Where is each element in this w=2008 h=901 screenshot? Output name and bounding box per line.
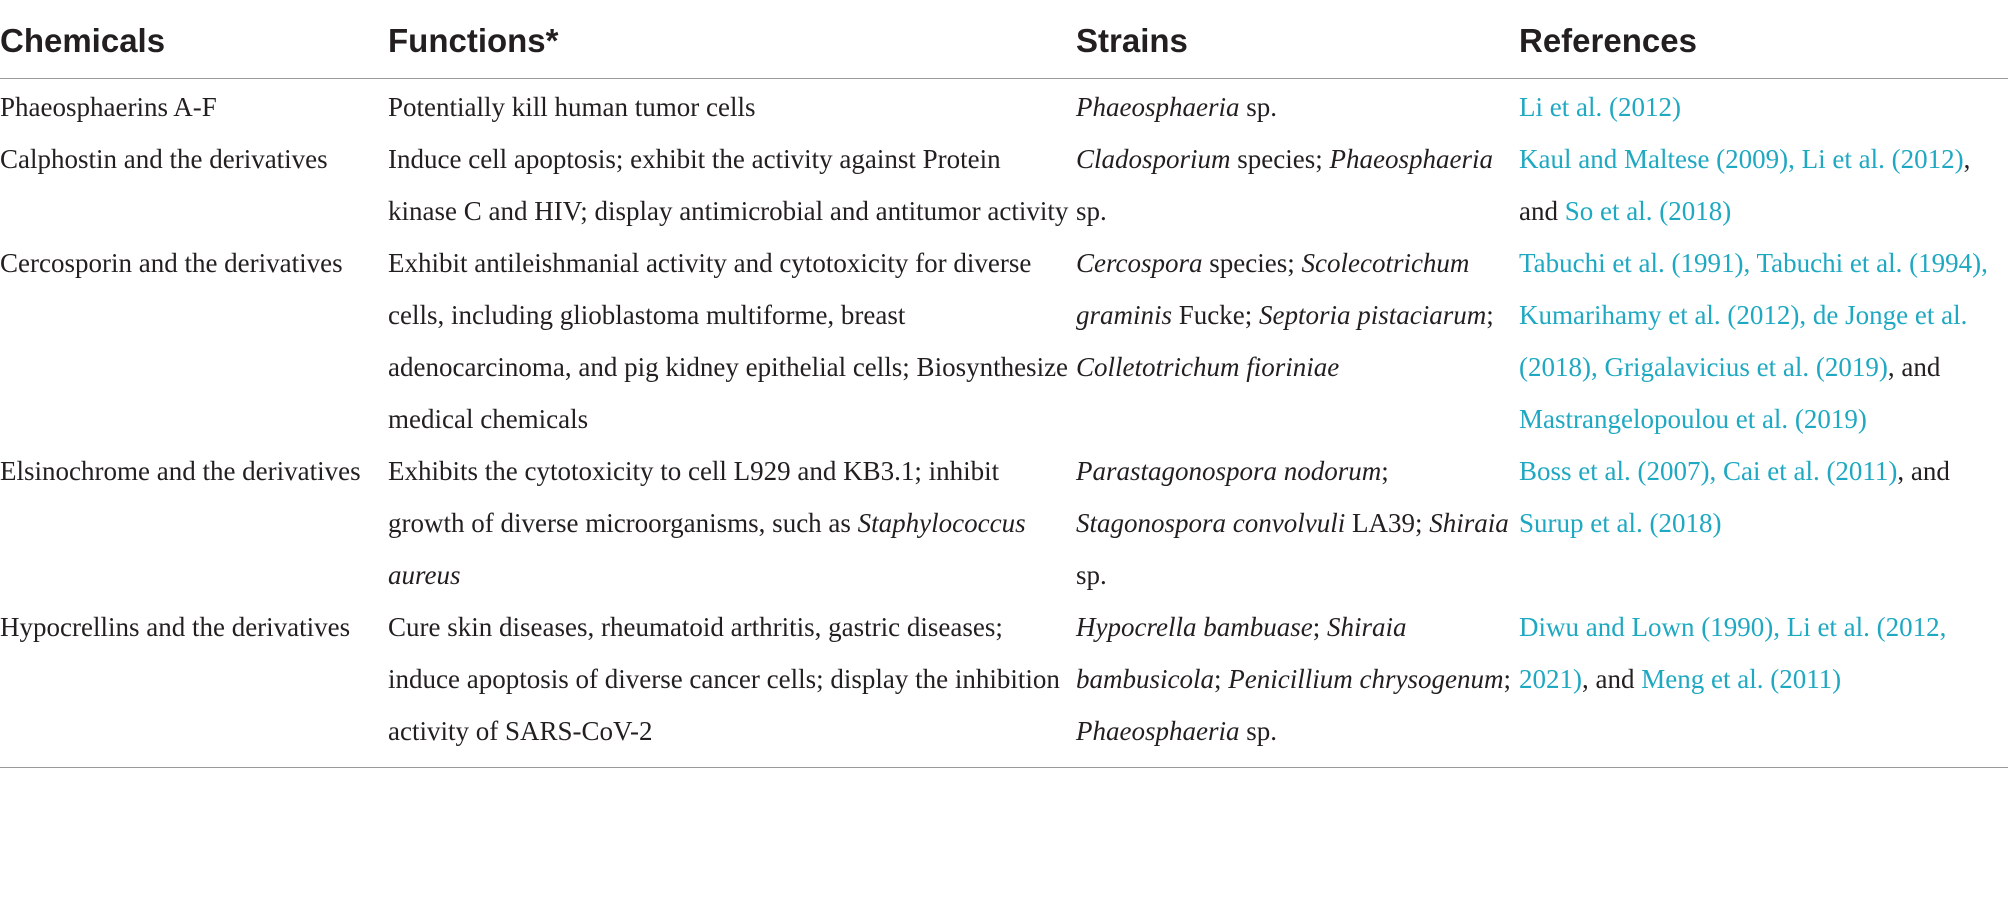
function-cell bbox=[388, 445, 1075, 601]
citation-link[interactable]: Li et al. (2012) bbox=[1519, 92, 1681, 122]
strain-italic: Shiraia bbox=[1429, 508, 1509, 538]
header-row bbox=[0, 0, 2008, 79]
function-cell: Potentially kill human tumor cells bbox=[388, 92, 756, 122]
header-references: References bbox=[1519, 0, 2008, 79]
chemical-cell: Hypocrellins and the derivatives bbox=[0, 601, 388, 768]
header-functions: Functions* bbox=[388, 0, 1075, 79]
citation-link[interactable]: Kaul and Maltese (2009), Li et al. (2012) bbox=[1519, 144, 1964, 174]
strain-italic: Phaeosphaeria bbox=[1076, 92, 1240, 122]
table-row bbox=[0, 601, 2008, 768]
strain-italic: Shiraia bambusicola bbox=[1076, 612, 1407, 694]
function-text: Exhibits the cytotoxicity to cell L929 and KB3.1; inhibit growth of diverse microorganisms, such as bbox=[388, 456, 1000, 538]
strain-italic: Cladosporium bbox=[1076, 144, 1231, 174]
reference-text: , and bbox=[1582, 664, 1642, 694]
function-cell: Induce cell apoptosis; exhibit the activity against Protein kinase C and HIV; display antimicrobial and antitumor activity bbox=[388, 144, 1069, 226]
header-chemicals: Chemicals bbox=[0, 0, 388, 79]
strain-italic: Colletotrichum fioriniae bbox=[1076, 352, 1340, 382]
chemical-cell: Calphostin and the derivatives bbox=[0, 144, 328, 174]
strain-text: sp. bbox=[1239, 716, 1277, 746]
function-cell: Exhibit antileishmanial activity and cytotoxicity for diverse cells, including glioblastoma multiforme, breast adenocarcinoma, and pig kidney epithelial cells; Biosynthesize medical chemicals bbox=[388, 248, 1069, 434]
strain-italic: Phaeosphaeria bbox=[1329, 144, 1493, 174]
strain-text: ; bbox=[1486, 300, 1494, 330]
strain-italic: Cercospora bbox=[1076, 248, 1203, 278]
strain-italic: Penicillium chrysogenum bbox=[1228, 664, 1504, 694]
citation-link[interactable]: Mastrangelopoulou et al. (2019) bbox=[1519, 404, 1867, 434]
strain-italic: Septoria pistaciarum bbox=[1259, 300, 1487, 330]
reference-text: , and bbox=[1887, 352, 1941, 382]
strain-text: sp. bbox=[1076, 196, 1107, 226]
references-cell bbox=[1519, 79, 2008, 134]
strain-text: ; bbox=[1381, 456, 1389, 486]
strain-text: Fucke; bbox=[1172, 300, 1260, 330]
strains-cell bbox=[1075, 445, 1519, 601]
table-row bbox=[0, 133, 2008, 237]
chemical-cell: Phaeosphaerins A-F bbox=[0, 92, 217, 122]
strain-text: ; bbox=[1312, 612, 1327, 642]
strains-cell bbox=[1075, 133, 1519, 237]
strains-cell bbox=[1075, 79, 1519, 134]
citation-link[interactable]: Boss et al. (2007), Cai et al. (2011) bbox=[1519, 456, 1898, 486]
strain-text: sp. bbox=[1076, 560, 1107, 590]
citation-link[interactable]: Surup et al. (2018) bbox=[1519, 508, 1722, 538]
chemical-cell: Elsinochrome and the derivatives bbox=[0, 456, 361, 486]
strain-italic: Stagonospora convolvuli bbox=[1076, 508, 1346, 538]
table-row bbox=[0, 237, 2008, 445]
strain-text: ; bbox=[1214, 664, 1229, 694]
strain-text: LA39; bbox=[1345, 508, 1430, 538]
function-italic: Staphylococcus aureus bbox=[388, 508, 1026, 590]
strain-text: species; bbox=[1202, 248, 1302, 278]
table-row bbox=[0, 79, 2008, 134]
function-cell: Cure skin diseases, rheumatoid arthritis, gastric diseases; induce apoptosis of diverse cancer cells; display the inhibition activity of SARS-CoV-2 bbox=[388, 601, 1075, 768]
citation-link[interactable]: So et al. (2018) bbox=[1564, 196, 1732, 226]
reference-text: , and bbox=[1897, 456, 1950, 486]
citation-link[interactable]: Diwu and Lown (1990), Li et al. (2012, 2021) bbox=[1519, 612, 1947, 694]
references-cell bbox=[1519, 237, 2008, 445]
strain-text: ; bbox=[1503, 664, 1511, 694]
table-header bbox=[0, 0, 2008, 79]
strain-text: sp. bbox=[1239, 92, 1277, 122]
references-cell bbox=[1519, 445, 2008, 601]
table-body bbox=[0, 79, 2008, 768]
references-cell bbox=[1519, 601, 2008, 768]
reference-text: , and bbox=[1519, 144, 1971, 226]
strain-italic: Hypocrella bambuase bbox=[1076, 612, 1313, 642]
table-row bbox=[0, 445, 2008, 601]
references-cell bbox=[1519, 133, 2008, 237]
strain-italic: Scolecotrichum graminis bbox=[1076, 248, 1470, 330]
header-strains: Strains bbox=[1075, 0, 1519, 79]
strains-cell bbox=[1075, 601, 1519, 768]
strain-italic: Parastagonospora nodorum bbox=[1076, 456, 1382, 486]
citation-link[interactable]: Tabuchi et al. (1991), Tabuchi et al. (1994), Kumarihamy et al. (2012), de Jonge et al. (2018), Grigalavicius et al. (2019) bbox=[1519, 248, 1988, 382]
strain-italic: Phaeosphaeria bbox=[1076, 716, 1240, 746]
strain-text: species; bbox=[1230, 144, 1330, 174]
citation-link[interactable]: Meng et al. (2011) bbox=[1641, 664, 1842, 694]
strains-cell bbox=[1075, 237, 1519, 445]
chemical-cell: Cercosporin and the derivatives bbox=[0, 248, 343, 278]
